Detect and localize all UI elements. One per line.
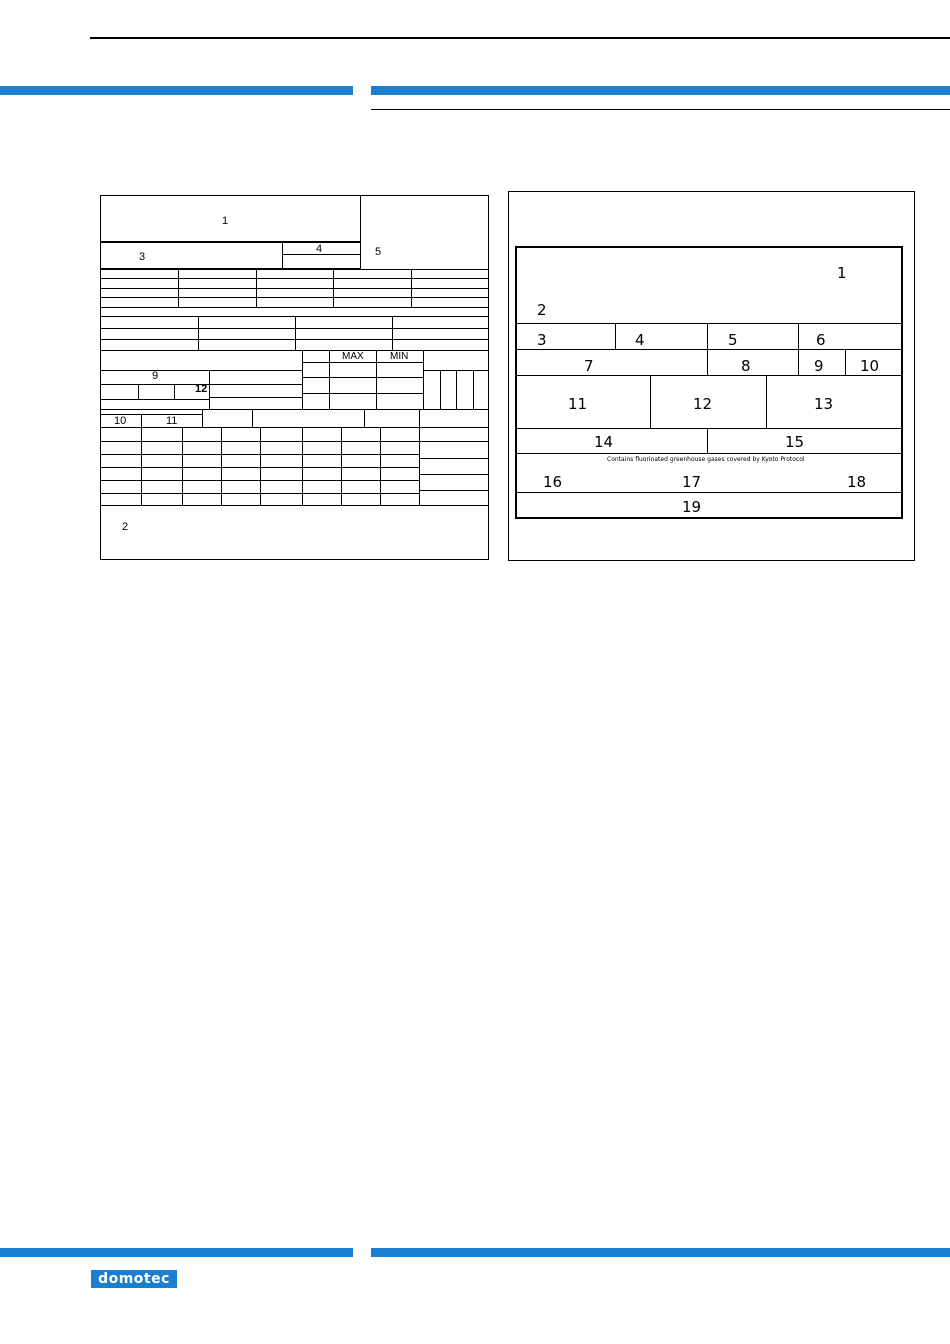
col-divider-14-15: [707, 428, 708, 453]
left-nameplate-diagram: [100, 195, 489, 560]
col-divider-11-12: [650, 375, 651, 428]
field-4-label: 4: [316, 243, 323, 255]
rfield-13: 13: [814, 395, 834, 413]
rfield-4: 4: [635, 331, 645, 349]
field-1-label: 1: [222, 215, 229, 227]
header-blue-bar-left: [0, 86, 353, 95]
rfield-12: 12: [693, 395, 713, 413]
kyoto-protocol-note: Contains fluorinated greenhouse gases covered by Kyoto Protocol: [607, 456, 805, 463]
field-9-label: 9: [152, 370, 159, 382]
header-thin-rule: [371, 109, 950, 110]
rfield-6: 6: [816, 331, 826, 349]
header-blue-bar-right: [371, 86, 950, 95]
rfield-3: 3: [537, 331, 547, 349]
row-divider-4: [517, 428, 901, 429]
rfield-19: 19: [682, 498, 702, 516]
col-divider-5-6: [798, 323, 799, 349]
rfield-1: 1: [837, 264, 847, 282]
rfield-18: 18: [847, 473, 867, 491]
row-divider-6: [517, 492, 901, 493]
row-divider-1: [517, 323, 901, 324]
right-label-diagram: [508, 191, 915, 561]
row-divider-5: [517, 453, 901, 454]
row-divider-2: [517, 349, 901, 350]
field-12-label: 12: [195, 383, 208, 395]
footer-blue-bar-left: [0, 1248, 353, 1257]
field-5-label: 5: [375, 246, 382, 258]
rfield-15: 15: [785, 433, 805, 451]
rfield-11: 11: [568, 395, 588, 413]
col-divider-12-13: [766, 375, 767, 428]
row-divider-3: [517, 375, 901, 376]
field-11-label: 11: [166, 415, 178, 427]
rfield-9: 9: [814, 357, 824, 375]
right-label-inner-frame: [515, 246, 903, 519]
field-3-label: 3: [139, 251, 146, 263]
rfield-5: 5: [728, 331, 738, 349]
field-3-box: [100, 241, 283, 269]
field-4-subbox: [282, 254, 361, 269]
domotec-logo: domotec: [91, 1270, 177, 1288]
rfield-2: 2: [537, 301, 547, 319]
rfield-7: 7: [584, 357, 594, 375]
col-divider-8-9: [798, 349, 799, 375]
rfield-8: 8: [741, 357, 751, 375]
field-1-box: [100, 195, 361, 243]
footer-blue-bar-right: [371, 1248, 950, 1257]
col-divider-3-4: [615, 323, 616, 349]
rfield-14: 14: [594, 433, 614, 451]
header-top-rule: [90, 37, 950, 39]
field-10-label: 10: [114, 415, 127, 427]
rfield-17: 17: [682, 473, 702, 491]
col-divider-9-10: [845, 349, 846, 375]
field-2-label: 2: [122, 521, 129, 533]
rfield-16: 16: [543, 473, 563, 491]
rfield-10: 10: [860, 357, 880, 375]
min-header: MIN: [390, 351, 409, 362]
max-header: MAX: [342, 351, 364, 362]
